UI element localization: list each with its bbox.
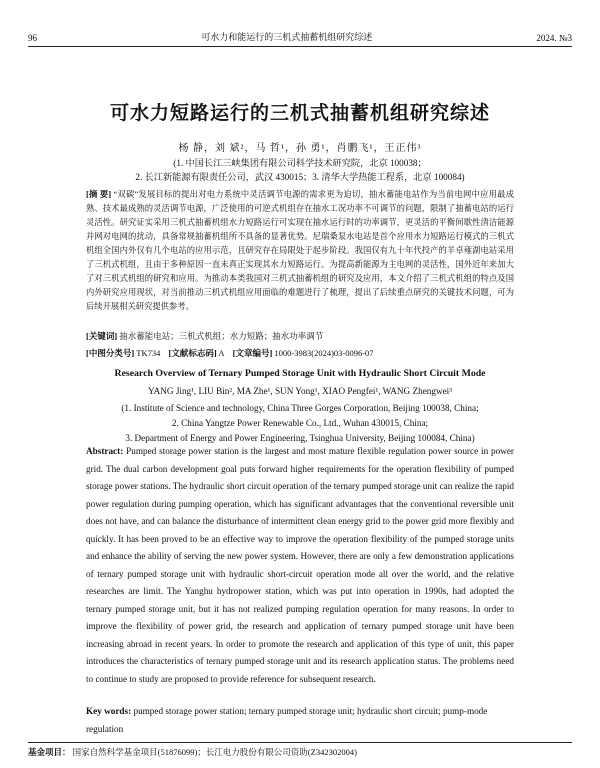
paper-title-en: Research Overview of Ternary Pumped Storage Unit with Hydraulic Short Circuit Mode <box>114 368 486 379</box>
authors-cn: 杨 静，刘 斌²，马 哲¹，孙 勇¹，肖鹏飞¹，王正伟³ <box>178 143 422 154</box>
doc-code-value: A <box>218 348 225 358</box>
keywords-cn <box>86 330 514 342</box>
keywords-en-label: Key words: <box>86 706 132 716</box>
affiliation-en-line2: 2. China Yangtze Power Renewable Co., Ltd., Wuhan 430015, China; <box>171 418 429 428</box>
page-number: 96 <box>28 33 37 43</box>
funding-text: 国家自然科学基金项目(51876099)；长江电力股份有限公司资助(Z342302004) <box>72 747 357 757</box>
affiliation-cn-line1: (1. 中国长江三峡集团有限公司科学技术研究院，北京 100038； <box>173 158 427 168</box>
abstract-en-text: Pumped storage power station is the largest and most mature flexible regulation power source in power grid. The dual carbon development goal puts forward higher requirements for the operation flexibility of pumped storage power stations. The hydraulic short circuit operation of the ternary pumped storage unit can realize the rapid power regulation during pumping operation, which has significant advantages that the conventional reversible unit does not have, and can balance the disturbance of intermittent clean energy grid to the power grid more flexibly and quickly. It has been proved to be an effective way to improve the operation flexibility of the pumped storage units and enhance the ability of serving the new power system. However, there are only a few demonstration applications of ternary pumped storage unit with hydraulic short-circuit operation mode all over the world, and the relative researches are limit. The Yanghu hydropower station, which was put into operation in 1990s, had adopted the ternary pumped storage unit, but it has not realized pumping regulation operation for many reasons. In order to improve the flexibility of power grid, the research and application of ternary pumped storage unit have been increasing abroad in recent years. In order to promote the research and application of this type of unit, this paper introduces the characteristics of ternary pumped storage unit and its research application status. The problems need to continue to study are proposed to provide reference for subsequent research. <box>86 446 514 684</box>
classification-row <box>86 347 514 359</box>
abstract-en <box>86 443 514 688</box>
clc-label: [中图分类号] <box>86 348 135 358</box>
funding-label: 基金项目： <box>28 747 71 757</box>
keywords-en-text: pumped storage power station; ternary pumped storage unit; hydraulic short circuit; pump-mode regulation <box>86 706 488 734</box>
running-header <box>28 30 572 47</box>
abstract-en-label: Abstract: <box>86 446 124 456</box>
funding-footnote <box>28 742 572 758</box>
article-number-label: [文章编号] <box>232 348 273 358</box>
abstract-cn <box>86 188 514 314</box>
keywords-cn-text: 抽水蓄能电站；三机式机组；水力短路；抽水功率调节 <box>119 331 324 341</box>
keywords-cn-label: [关键词] <box>86 331 118 341</box>
affiliation-en-line1: (1. Institute of Science and technology, China Three Gorges Corporation, Beijing 100038, China; <box>121 403 479 413</box>
affiliation-cn-line2: 2. 长江新能源有限责任公司，武汉 430015；3. 清华大学热能工程系，北京 100084) <box>135 172 465 182</box>
clc-value: TK734 <box>136 348 161 358</box>
keywords-en <box>86 703 514 738</box>
paper-title-cn: 可水力短路运行的三机式抽蓄机组研究综述 <box>109 102 490 124</box>
article-number-value: 1000-3983(2024)03-0096-07 <box>274 348 374 358</box>
authors-en: YANG Jing¹, LIU Bin², MA Zhe¹, SUN Yong¹, XIAO Pengfei¹, WANG Zhengwei³ <box>148 386 452 396</box>
issue-number: 2024. №3 <box>536 33 572 43</box>
doc-code-label: [文献标志码] <box>168 348 217 358</box>
abstract-cn-label: [摘 要] <box>86 190 112 199</box>
affiliation-en-line3: 3. Department of Energy and Power Engineering, Tsinghua University, Beijing 100084, China) <box>125 433 475 443</box>
abstract-cn-text: “双碳”发展目标的提出对电力系统中灵活调节电源的需求更为迫切，抽水蓄能电站作为当前电网中应用最成熟、技术最成熟的灵活调节电源，广泛使用的可逆式机组存在抽水工况功率不可调节的问题，限制了抽蓄电站的运行灵活性。研究证实采用三机式抽蓄机组水力短路运行可实现在抽水运行时的功率调节，更灵活的平衡间歇性清洁能源并网对电网的扰动，具备常规抽蓄机组所不具备的显著优势。尼瑞桑泵水电站是首个应用水力短路运行模式的三机式机组全国内外仅有几个电站的应用示范，且研究存在局限处于起步阶段。我国仅有九十年代投产的羊卓雍湖电站采用了三机式机组，且由于多种原因一直未真正实现其水力短路运行。为提高新能源为主电网的灵活性，国外近年来加大了对三机式机组的研究和应用。为推动本类我国对三机式抽蓄机组的研究及应用，本文介绍了三机式机组的特点及国内外研究应用现状，对当前推动三机式机组应用面临的难题进行了梳理，提出了后续重点研究的关键技术问题，可为后续开展相关研究提供参考。 <box>86 190 514 311</box>
journal-running-title: 可水力和能运行的三机式抽蓄机组研究综述 <box>201 32 373 42</box>
